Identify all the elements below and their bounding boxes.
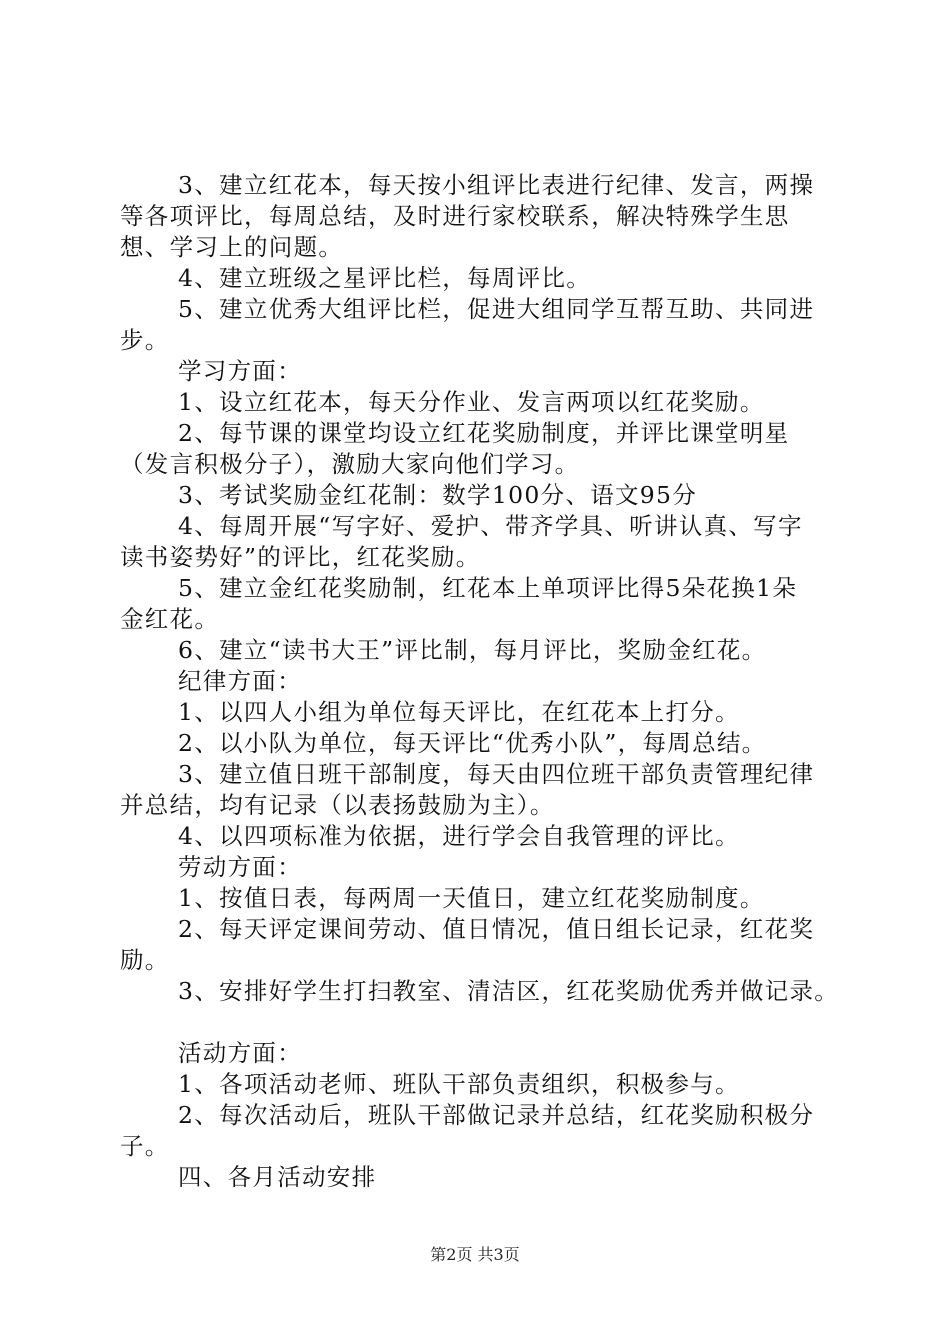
text-line: 2、每次活动后，班队干部做记录并总结，红花奖励积极分: [178, 1101, 815, 1129]
text-line: 励。: [120, 946, 170, 974]
text-line: 活动方面：: [178, 1039, 302, 1067]
text-line: （发言积极分子），激励大家向他们学习。: [120, 450, 580, 478]
document-body: [120, 170, 838, 1193]
text-line: 2、以小队为单位，每天评比“优秀小队”，每周总结。: [178, 729, 767, 757]
text-line: 3、安排好学生打扫教室、清洁区，红花奖励优秀并做记录。: [178, 977, 840, 1005]
text-line: 读书姿势好”的评比，红花奖励。: [120, 543, 481, 571]
text-line: 1、各项活动老师、班队干部负责组织，积极参与。: [178, 1070, 740, 1098]
text-line: 想、学习上的问题。: [120, 233, 344, 261]
text-line: 劳动方面：: [178, 853, 302, 881]
text-line: 2、每节课的课堂均设立红花奖励制度，并评比课堂明星: [178, 419, 790, 447]
blank-line: [120, 1007, 838, 1038]
text-line: 3、建立红花本，每天按小组评比表进行纪律、发言，两操: [178, 171, 815, 199]
text-line: 四、各月活动安排: [178, 1163, 377, 1191]
text-line: 1、以四人小组为单位每天评比，在红花本上打分。: [178, 698, 740, 726]
text-line: 并总结，均有记录（以表扬鼓励为主）。: [120, 791, 555, 819]
text-line: 等各项评比，每周总结，及时进行家校联系，解决特殊学生思: [120, 202, 790, 230]
text-line: 3、建立值日班干部制度，每天由四位班干部负责管理纪律: [178, 760, 815, 788]
text-line: 金红花。: [120, 605, 220, 633]
text-line: 5、建立优秀大组评比栏，促进大组同学互帮互助、共同进: [178, 295, 815, 323]
text-line: 1、按值日表，每两周一天值日，建立红花奖励制度。: [178, 884, 765, 912]
page-footer: 第2页 共3页: [430, 1245, 520, 1264]
text-line: 1、设立红花本，每天分作业、发言两项以红花奖励。: [178, 388, 765, 416]
text-line: 6、建立“读书大王”评比制，每月评比，奖励金红花。: [178, 636, 767, 664]
text-line: 步。: [120, 326, 170, 354]
text-line: 5、建立金红花奖励制，红花本上单项评比得5朵花换1朵: [178, 574, 798, 602]
text-line: 子。: [120, 1132, 170, 1160]
text-line: 4、以四项标准为依据，进行学会自我管理的评比。: [178, 822, 740, 850]
text-line: 3、考试奖励金红花制：数学100分、语文95分: [178, 481, 698, 509]
text-line: 2、每天评定课间劳动、值日情况，值日组长记录，红花奖: [178, 915, 815, 943]
text-line: 学习方面：: [178, 357, 302, 385]
text-line: 4、建立班级之星评比栏，每周评比。: [178, 264, 592, 292]
text-line: 纪律方面：: [178, 667, 302, 695]
text-line: 4、每周开展“写字好、爱护、带齐学具、听讲认真、写字: [178, 512, 803, 540]
